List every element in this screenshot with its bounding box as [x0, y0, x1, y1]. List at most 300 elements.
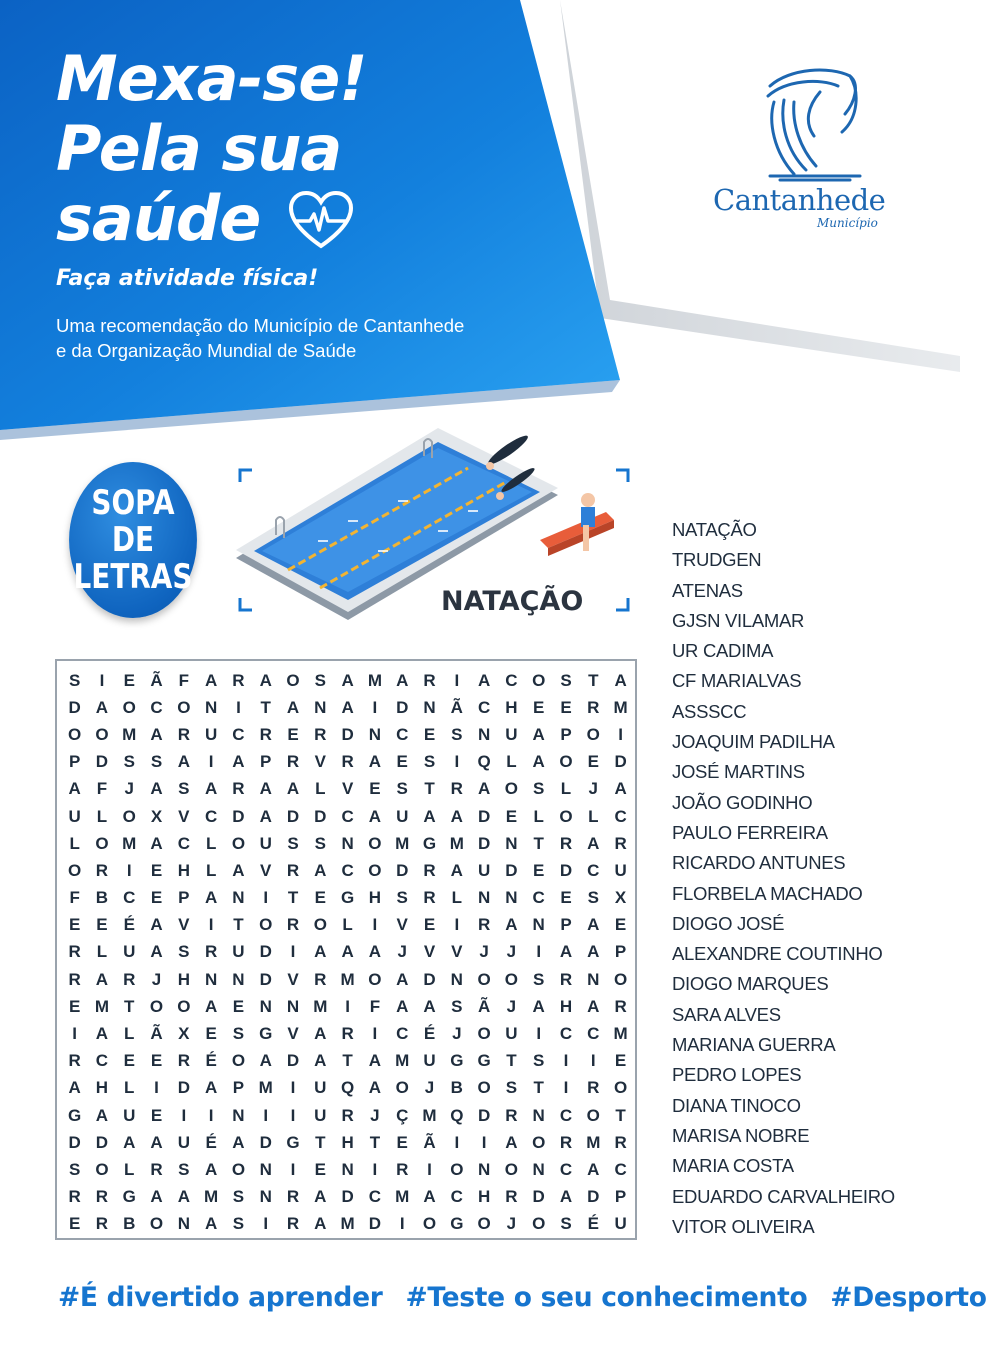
grid-letter[interactable]: B	[123, 1214, 136, 1234]
grid-letter[interactable]: O	[231, 1051, 246, 1071]
grid-letter[interactable]: R	[232, 670, 245, 690]
grid-letter[interactable]: E	[123, 670, 135, 690]
grid-letter[interactable]: R	[450, 779, 463, 799]
grid-letter[interactable]: E	[232, 996, 245, 1016]
grid-letter[interactable]: O	[532, 1214, 546, 1234]
grid-letter[interactable]: R	[314, 969, 327, 989]
grid-letter[interactable]: R	[614, 996, 627, 1016]
grid-letter[interactable]: A	[614, 670, 627, 690]
grid-letter[interactable]: M	[367, 670, 382, 690]
grid-letter[interactable]: R	[423, 860, 436, 880]
grid-letter[interactable]: R	[423, 670, 436, 690]
grid-letter[interactable]: O	[477, 1078, 491, 1098]
grid-letter[interactable]: R	[423, 888, 436, 908]
grid-letter[interactable]: D	[177, 1078, 190, 1098]
grid-letter[interactable]: A	[177, 1187, 190, 1207]
grid-letter[interactable]: U	[505, 724, 518, 744]
grid-letter[interactable]: S	[533, 969, 545, 989]
grid-letter[interactable]: E	[314, 1159, 326, 1179]
grid-letter[interactable]: M	[258, 1078, 273, 1098]
grid-letter[interactable]: O	[559, 806, 573, 826]
grid-letter[interactable]: X	[614, 888, 627, 908]
grid-letter[interactable]: O	[122, 697, 136, 717]
grid-letter[interactable]: O	[422, 1214, 437, 1234]
grid-letter[interactable]: E	[396, 752, 408, 772]
grid-letter[interactable]: S	[178, 779, 190, 799]
grid-letter[interactable]: A	[259, 806, 272, 826]
grid-letter[interactable]: A	[314, 1024, 327, 1044]
grid-letter[interactable]: I	[290, 1105, 296, 1125]
grid-letter[interactable]: I	[590, 1051, 596, 1071]
grid-letter[interactable]: J	[397, 942, 407, 962]
grid-letter[interactable]: A	[559, 942, 573, 962]
grid-letter[interactable]: C	[368, 1187, 382, 1207]
grid-letter[interactable]: V	[178, 806, 190, 826]
grid-letter[interactable]: H	[477, 1187, 491, 1207]
grid-letter[interactable]: O	[286, 670, 300, 690]
grid-letter[interactable]: A	[587, 1159, 600, 1179]
grid-letter[interactable]: D	[614, 752, 627, 772]
grid-letter[interactable]: I	[372, 697, 378, 717]
grid-letter[interactable]: L	[124, 1024, 135, 1044]
grid-letter[interactable]: A	[314, 860, 327, 880]
grid-letter[interactable]: E	[505, 806, 518, 826]
grid-letter[interactable]: D	[477, 1105, 491, 1125]
grid-letter[interactable]: R	[204, 942, 218, 962]
grid-letter[interactable]: U	[123, 1105, 136, 1125]
grid-letter[interactable]: N	[505, 888, 518, 908]
grid-letter[interactable]: A	[505, 915, 518, 935]
grid-letter[interactable]: T	[342, 1051, 353, 1071]
grid-letter[interactable]: D	[423, 969, 436, 989]
grid-letter[interactable]: A	[477, 670, 491, 690]
grid-letter[interactable]: Ã	[477, 996, 491, 1016]
grid-letter[interactable]: N	[477, 888, 491, 908]
grid-letter[interactable]: L	[69, 833, 80, 853]
grid-letter[interactable]: R	[341, 752, 354, 772]
grid-letter[interactable]: M	[94, 996, 110, 1016]
grid-letter[interactable]: A	[204, 670, 218, 690]
grid-letter[interactable]: N	[587, 969, 600, 989]
grid-letter[interactable]: R	[559, 969, 573, 989]
grid-letter[interactable]: M	[340, 1214, 355, 1234]
grid-letter[interactable]: A	[150, 1132, 163, 1152]
grid-letter[interactable]: A	[368, 1078, 382, 1098]
grid-letter[interactable]: M	[613, 1024, 628, 1044]
grid-letter[interactable]: A	[314, 1051, 327, 1071]
grid-letter[interactable]: R	[95, 1187, 109, 1207]
grid-letter[interactable]: E	[96, 915, 108, 935]
grid-letter[interactable]: G	[341, 888, 355, 908]
grid-letter[interactable]: A	[150, 779, 163, 799]
grid-letter[interactable]: S	[560, 670, 572, 690]
grid-letter[interactable]: E	[396, 1132, 408, 1152]
grid-letter[interactable]: E	[123, 1051, 135, 1071]
grid-letter[interactable]: E	[150, 1051, 163, 1071]
grid-letter[interactable]: N	[477, 1159, 491, 1179]
grid-letter[interactable]: D	[68, 1132, 81, 1152]
grid-letter[interactable]: J	[452, 1024, 462, 1044]
grid-letter[interactable]: E	[587, 752, 599, 772]
grid-letter[interactable]: H	[559, 996, 573, 1016]
grid-letter[interactable]: A	[368, 806, 382, 826]
grid-letter[interactable]: C	[341, 806, 354, 826]
grid-letter[interactable]: T	[260, 697, 271, 717]
grid-letter[interactable]: D	[259, 969, 272, 989]
grid-letter[interactable]: R	[150, 1159, 163, 1179]
grid-letter[interactable]: P	[178, 888, 190, 908]
grid-letter[interactable]: J	[506, 942, 517, 962]
grid-letter[interactable]: P	[260, 752, 272, 772]
grid-letter[interactable]: U	[314, 1078, 327, 1098]
grid-letter[interactable]: V	[178, 915, 190, 935]
grid-letter[interactable]: V	[287, 1024, 299, 1044]
grid-letter[interactable]: M	[204, 1187, 219, 1207]
grid-letter[interactable]: E	[533, 860, 545, 880]
grid-letter[interactable]: C	[559, 1105, 573, 1125]
grid-letter[interactable]: A	[232, 752, 245, 772]
grid-letter[interactable]: N	[232, 888, 245, 908]
grid-letter[interactable]: F	[178, 670, 190, 690]
grid-letter[interactable]: A	[423, 806, 436, 826]
grid-letter[interactable]: R	[286, 752, 300, 772]
grid-letter[interactable]: R	[68, 942, 81, 962]
grid-letter[interactable]: O	[149, 1214, 164, 1234]
grid-letter[interactable]: L	[124, 1078, 135, 1098]
grid-letter[interactable]: I	[427, 1159, 432, 1179]
grid-letter[interactable]: H	[95, 1078, 109, 1098]
grid-letter[interactable]: A	[477, 779, 491, 799]
grid-letter[interactable]: M	[613, 697, 628, 717]
grid-letter[interactable]: S	[150, 752, 163, 772]
grid-letter[interactable]: R	[259, 724, 272, 744]
grid-letter[interactable]: O	[68, 724, 82, 744]
grid-letter[interactable]: A	[259, 670, 272, 690]
grid-letter[interactable]: S	[178, 1159, 190, 1179]
grid-letter[interactable]: L	[124, 1159, 135, 1179]
grid-letter[interactable]: Ã	[423, 1132, 436, 1152]
grid-letter[interactable]: T	[315, 1132, 326, 1152]
grid-letter[interactable]: P	[232, 1078, 245, 1098]
grid-letter[interactable]: P	[614, 1187, 627, 1207]
grid-letter[interactable]: I	[481, 1132, 487, 1152]
grid-letter[interactable]: P	[560, 915, 572, 935]
grid-letter[interactable]: S	[533, 1051, 545, 1071]
grid-letter[interactable]: A	[314, 1214, 327, 1234]
grid-letter[interactable]: I	[154, 1078, 159, 1098]
grid-letter[interactable]: U	[314, 1105, 327, 1125]
grid-letter[interactable]: A	[450, 860, 463, 880]
grid-letter[interactable]: A	[314, 1187, 327, 1207]
grid-letter[interactable]: M	[586, 1132, 601, 1152]
grid-letter[interactable]: S	[123, 752, 135, 772]
grid-letter[interactable]: N	[314, 697, 327, 717]
grid-letter[interactable]: D	[286, 1051, 300, 1071]
grid-letter[interactable]: D	[259, 1132, 272, 1152]
grid-letter[interactable]: M	[449, 833, 464, 853]
grid-letter[interactable]: E	[560, 697, 572, 717]
grid-letter[interactable]: U	[123, 942, 136, 962]
grid-letter[interactable]: R	[95, 1214, 109, 1234]
grid-letter[interactable]: A	[396, 996, 409, 1016]
grid-letter[interactable]: C	[396, 724, 409, 744]
grid-letter[interactable]: N	[204, 969, 218, 989]
grid-letter[interactable]: Ã	[150, 670, 163, 690]
grid-letter[interactable]: T	[369, 1132, 381, 1152]
grid-letter[interactable]: A	[587, 942, 600, 962]
grid-letter[interactable]: O	[504, 1159, 519, 1179]
grid-letter[interactable]: O	[477, 1024, 491, 1044]
grid-letter[interactable]: F	[69, 888, 80, 908]
grid-letter[interactable]: I	[99, 670, 105, 690]
grid-letter[interactable]: C	[559, 1159, 573, 1179]
grid-letter[interactable]: R	[587, 697, 600, 717]
grid-letter[interactable]: C	[396, 1024, 409, 1044]
grid-letter[interactable]: M	[340, 969, 355, 989]
grid-letter[interactable]: O	[122, 806, 136, 826]
grid-letter[interactable]: U	[396, 806, 409, 826]
grid-letter[interactable]: É	[587, 1214, 599, 1234]
grid-letter[interactable]: S	[232, 1214, 245, 1234]
grid-letter[interactable]: O	[395, 1078, 409, 1098]
grid-letter[interactable]: E	[68, 1214, 81, 1234]
grid-letter[interactable]: I	[399, 1214, 405, 1234]
grid-letter[interactable]: O	[613, 969, 628, 989]
grid-letter[interactable]: F	[369, 996, 381, 1016]
grid-letter[interactable]: O	[559, 752, 573, 772]
grid-letter[interactable]: J	[506, 996, 517, 1016]
grid-letter[interactable]: L	[533, 806, 544, 826]
grid-letter[interactable]: R	[341, 1024, 354, 1044]
grid-letter[interactable]: S	[232, 1187, 245, 1207]
grid-letter[interactable]: Q	[341, 1078, 355, 1098]
grid-letter[interactable]: A	[532, 996, 545, 1016]
grid-letter[interactable]: E	[205, 1024, 217, 1044]
grid-letter[interactable]: J	[506, 1214, 517, 1234]
grid-letter[interactable]: C	[477, 697, 491, 717]
grid-letter[interactable]: I	[290, 1078, 296, 1098]
grid-letter[interactable]: G	[477, 1051, 491, 1071]
grid-letter[interactable]: A	[95, 1105, 109, 1125]
grid-letter[interactable]: O	[95, 1159, 109, 1179]
grid-letter[interactable]: R	[314, 724, 327, 744]
grid-letter[interactable]: N	[532, 1105, 545, 1125]
grid-letter[interactable]: U	[477, 860, 491, 880]
grid-letter[interactable]: O	[177, 996, 191, 1016]
grid-letter[interactable]: G	[68, 1105, 82, 1125]
grid-letter[interactable]: Ã	[150, 1024, 163, 1044]
grid-letter[interactable]: C	[232, 724, 245, 744]
grid-letter[interactable]: A	[150, 833, 163, 853]
grid-letter[interactable]: A	[559, 1187, 573, 1207]
grid-letter[interactable]: A	[259, 1051, 272, 1071]
grid-letter[interactable]: C	[177, 833, 190, 853]
grid-letter[interactable]: T	[615, 1105, 626, 1125]
grid-letter[interactable]: R	[68, 1051, 81, 1071]
grid-letter[interactable]: S	[560, 1214, 572, 1234]
grid-letter[interactable]: G	[122, 1187, 136, 1207]
grid-letter[interactable]: D	[396, 860, 409, 880]
grid-letter[interactable]: G	[450, 1214, 464, 1234]
grid-letter[interactable]: N	[477, 724, 491, 744]
grid-letter[interactable]: N	[177, 1214, 190, 1234]
grid-letter[interactable]: C	[614, 1159, 627, 1179]
grid-letter[interactable]: S	[451, 996, 463, 1016]
grid-letter[interactable]: E	[533, 697, 545, 717]
grid-letter[interactable]: A	[423, 1187, 436, 1207]
grid-letter[interactable]: U	[505, 1024, 518, 1044]
grid-letter[interactable]: A	[204, 779, 218, 799]
grid-letter[interactable]: A	[341, 697, 354, 717]
grid-letter[interactable]: D	[559, 860, 573, 880]
grid-letter[interactable]: C	[123, 888, 136, 908]
grid-letter[interactable]: L	[451, 888, 462, 908]
grid-letter[interactable]: T	[287, 888, 299, 908]
grid-letter[interactable]: C	[150, 697, 163, 717]
grid-letter[interactable]: M	[395, 1187, 410, 1207]
grid-letter[interactable]: T	[533, 833, 544, 853]
grid-letter[interactable]: A	[123, 1132, 136, 1152]
grid-letter[interactable]: D	[341, 1187, 354, 1207]
grid-letter[interactable]: A	[150, 942, 163, 962]
grid-letter[interactable]: I	[372, 915, 378, 935]
grid-letter[interactable]: S	[68, 670, 81, 690]
grid-letter[interactable]: B	[450, 1078, 463, 1098]
grid-letter[interactable]: S	[287, 833, 299, 853]
grid-letter[interactable]: O	[477, 1214, 491, 1234]
grid-letter[interactable]: L	[96, 806, 108, 826]
grid-letter[interactable]: A	[204, 996, 218, 1016]
grid-letter[interactable]: I	[372, 1024, 378, 1044]
grid-letter[interactable]: S	[314, 670, 326, 690]
grid-letter[interactable]: R	[286, 1187, 300, 1207]
grid-letter[interactable]: O	[95, 833, 109, 853]
grid-letter[interactable]: O	[532, 1132, 546, 1152]
grid-letter[interactable]: C	[559, 1024, 573, 1044]
grid-letter[interactable]: I	[290, 942, 296, 962]
grid-letter[interactable]: A	[368, 752, 382, 772]
grid-letter[interactable]: N	[259, 996, 272, 1016]
grid-letter[interactable]: O	[532, 670, 546, 690]
grid-letter[interactable]: É	[423, 1024, 436, 1044]
grid-letter[interactable]: I	[263, 888, 269, 908]
grid-letter[interactable]: R	[177, 1051, 190, 1071]
grid-letter[interactable]: I	[563, 1078, 569, 1098]
grid-letter[interactable]: O	[149, 996, 164, 1016]
grid-letter[interactable]: S	[178, 942, 190, 962]
grid-letter[interactable]: A	[95, 697, 109, 717]
grid-letter[interactable]: M	[422, 1105, 437, 1125]
grid-letter[interactable]: N	[341, 833, 354, 853]
grid-letter[interactable]: C	[450, 1187, 463, 1207]
grid-letter[interactable]: A	[95, 1024, 109, 1044]
grid-letter[interactable]: D	[286, 806, 300, 826]
grid-letter[interactable]: A	[614, 779, 627, 799]
grid-letter[interactable]: E	[150, 860, 163, 880]
grid-letter[interactable]: A	[341, 942, 354, 962]
grid-letter[interactable]: R	[587, 1078, 600, 1098]
grid-letter[interactable]: A	[204, 888, 218, 908]
grid-letter[interactable]: R	[559, 1132, 573, 1152]
grid-letter[interactable]: N	[204, 697, 218, 717]
grid-letter[interactable]: S	[314, 833, 326, 853]
grid-letter[interactable]: T	[124, 996, 135, 1016]
grid-letter[interactable]: A	[532, 752, 545, 772]
grid-letter[interactable]: I	[618, 724, 623, 744]
grid-letter[interactable]: B	[95, 888, 109, 908]
grid-letter[interactable]: E	[314, 888, 326, 908]
grid-letter[interactable]: S	[232, 1024, 245, 1044]
grid-letter[interactable]: A	[95, 969, 109, 989]
grid-letter[interactable]: R	[232, 779, 245, 799]
grid-letter[interactable]: N	[423, 697, 436, 717]
grid-letter[interactable]: I	[536, 942, 542, 962]
grid-letter[interactable]: L	[560, 779, 572, 799]
grid-letter[interactable]: S	[587, 888, 599, 908]
grid-letter[interactable]: R	[477, 915, 491, 935]
grid-letter[interactable]: O	[368, 833, 382, 853]
grid-letter[interactable]: D	[314, 806, 327, 826]
grid-letter[interactable]: D	[477, 806, 491, 826]
grid-letter[interactable]: C	[341, 860, 354, 880]
grid-letter[interactable]: D	[95, 752, 109, 772]
grid-letter[interactable]: O	[68, 860, 82, 880]
grid-letter[interactable]: J	[124, 779, 134, 799]
grid-letter[interactable]: A	[150, 915, 163, 935]
grid-letter[interactable]: D	[95, 1132, 109, 1152]
grid-letter[interactable]: T	[424, 779, 435, 799]
grid-letter[interactable]: E	[560, 888, 572, 908]
grid-letter[interactable]: I	[126, 860, 132, 880]
grid-letter[interactable]: A	[232, 1132, 245, 1152]
grid-letter[interactable]: M	[122, 724, 137, 744]
grid-letter[interactable]: A	[587, 833, 600, 853]
grid-letter[interactable]: O	[313, 915, 327, 935]
grid-letter[interactable]: N	[450, 969, 463, 989]
grid-letter[interactable]: O	[613, 1078, 628, 1098]
grid-letter[interactable]: O	[95, 724, 109, 744]
grid-letter[interactable]: M	[313, 996, 328, 1016]
grid-letter[interactable]: A	[532, 724, 545, 744]
grid-letter[interactable]: O	[450, 1159, 464, 1179]
grid-letter[interactable]: O	[368, 860, 382, 880]
grid-letter[interactable]: T	[233, 915, 244, 935]
grid-letter[interactable]: Ã	[450, 697, 463, 717]
grid-letter[interactable]: I	[263, 1105, 269, 1125]
grid-letter[interactable]: R	[68, 1187, 81, 1207]
grid-letter[interactable]: U	[177, 1132, 190, 1152]
grid-letter[interactable]: U	[423, 1051, 436, 1071]
grid-letter[interactable]: V	[396, 915, 408, 935]
grid-letter[interactable]: L	[588, 806, 599, 826]
grid-letter[interactable]: S	[423, 752, 436, 772]
grid-letter[interactable]: A	[423, 996, 436, 1016]
grid-letter[interactable]: A	[341, 670, 354, 690]
grid-letter[interactable]: A	[68, 779, 81, 799]
grid-letter[interactable]: P	[614, 942, 627, 962]
grid-letter[interactable]: U	[259, 833, 272, 853]
grid-letter[interactable]: E	[150, 888, 163, 908]
grid-letter[interactable]: A	[587, 915, 600, 935]
grid-letter[interactable]: N	[259, 1159, 272, 1179]
grid-letter[interactable]: A	[204, 1214, 218, 1234]
grid-letter[interactable]: S	[396, 779, 408, 799]
grid-letter[interactable]: U	[614, 860, 627, 880]
grid-letter[interactable]: E	[423, 915, 436, 935]
grid-letter[interactable]: S	[68, 1159, 81, 1179]
grid-letter[interactable]: X	[150, 806, 163, 826]
grid-letter[interactable]: V	[314, 752, 326, 772]
